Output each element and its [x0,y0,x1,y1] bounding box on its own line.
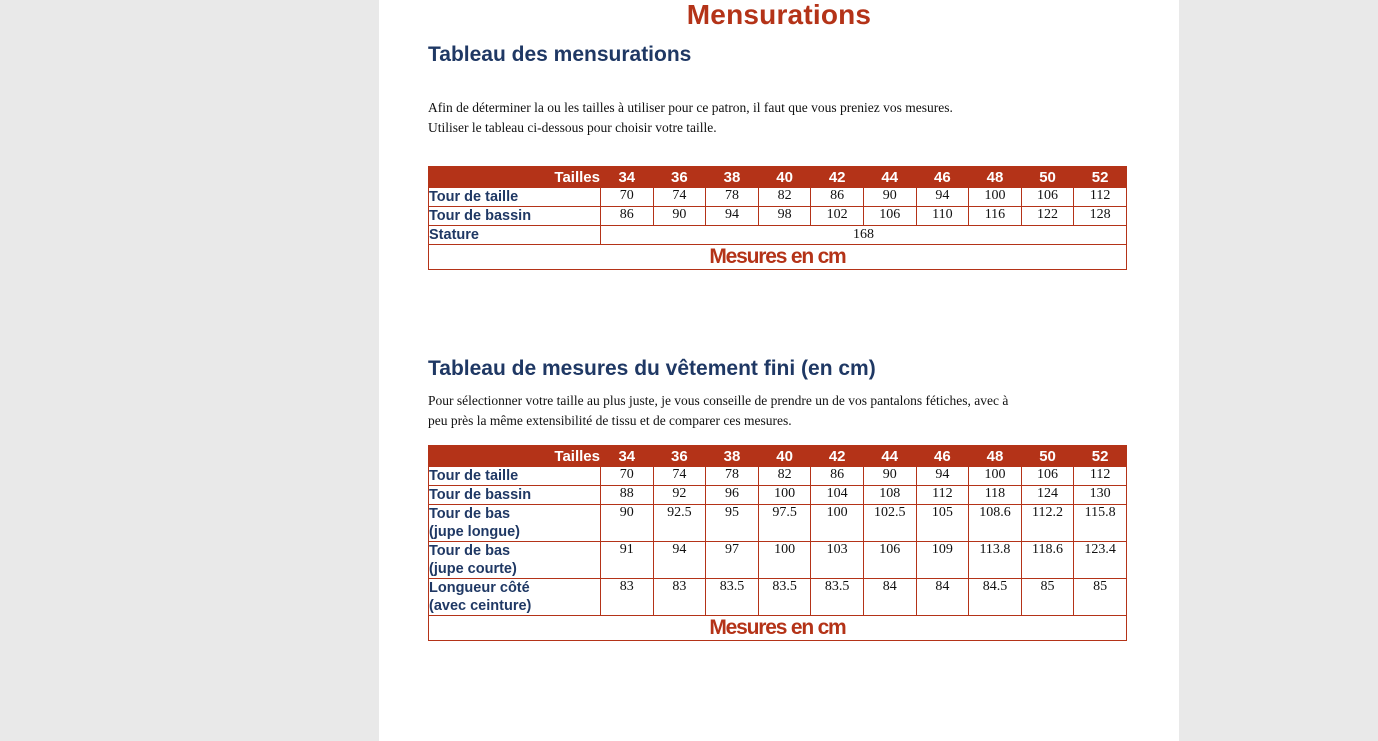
cell-value: 106 [1021,188,1074,207]
cell-value: 128 [1074,207,1127,226]
header-size: 52 [1074,446,1127,467]
vetement-fini-table [428,445,1127,641]
cell-value: 78 [706,188,759,207]
header-size: 40 [758,167,811,188]
section2-paragraph-line1: Pour sélectionner votre taille au plus juste, je vous conseille de prendre un de vos pantalons fétiches, avec à [428,393,1009,408]
cell-value: 83.5 [758,579,811,616]
cell-value: 124 [1021,486,1074,505]
header-tailles-label: Tailles [429,446,601,467]
row-label-line2: (jupe longue) [429,524,521,540]
cell-value: 85 [1021,579,1074,616]
row-label [429,467,601,486]
header-size: 40 [758,446,811,467]
page-title: Mensurations [686,0,872,30]
section1-paragraph-line2: Utiliser le tableau ci-dessous pour choisir votre taille. [428,120,717,135]
cell-value: 84.5 [969,579,1022,616]
cell-value: 83 [653,579,706,616]
cell-value: 70 [601,188,654,207]
cell-value: 86 [811,188,864,207]
header-size: 48 [969,167,1022,188]
cell-value: 106 [863,542,916,579]
section1-paragraph-line1: Afin de déterminer la ou les tailles à utiliser pour ce patron, il faut que vous preniez vos mesures. [428,100,953,115]
section2-paragraph-line2: peu près la même extensibilité de tissu et de comparer ces mesures. [428,413,792,428]
cell-value: 112 [916,486,969,505]
cell-value: 122 [1021,207,1074,226]
header-size: 46 [916,167,969,188]
cell-value: 106 [863,207,916,226]
cell-value: 95 [706,505,759,542]
cell-value: 94 [916,188,969,207]
header-size: 50 [1021,167,1074,188]
footer-text: Mesures en cm [709,245,846,268]
cell-value: 96 [706,486,759,505]
table-footer [429,245,1127,270]
cell-value: 70 [601,467,654,486]
cell-value: 84 [916,579,969,616]
cell-value: 112 [1074,467,1127,486]
cell-value: 103 [811,542,864,579]
table-header-row [429,446,1127,467]
cell-value: 106 [1021,467,1074,486]
row-label-line1: Longueur côté [429,580,530,596]
row-label-line1: Tour de bassin [429,487,532,503]
cell-value: 110 [916,207,969,226]
table-footer-row [429,616,1127,641]
cell-value: 74 [653,188,706,207]
cell-value: 82 [758,467,811,486]
row-label [429,579,601,616]
header-size: 50 [1021,446,1074,467]
row-label-line1: Tour de taille [429,468,519,484]
table-row [429,467,1127,486]
mensurations-table [428,166,1127,270]
cell-value: 112.2 [1021,505,1074,542]
table-row-stature [429,226,1127,245]
cell-value: 94 [706,207,759,226]
table-row [429,505,1127,542]
table-footer-row [429,245,1127,270]
cell-value: 109 [916,542,969,579]
header-size: 42 [811,167,864,188]
table-row [429,207,1127,226]
header-size: 34 [601,167,654,188]
row-label-line2: (avec ceinture) [429,598,532,614]
cell-value: 108 [863,486,916,505]
cell-value: 92 [653,486,706,505]
cell-value: 104 [811,486,864,505]
cell-value: 112 [1074,188,1127,207]
document-content [379,0,1179,641]
section-heading-vetement-fini: Tableau de mesures du vêtement fini (en cm) [428,357,876,380]
cell-value: 83.5 [706,579,759,616]
cell-value: 83 [601,579,654,616]
spacer [428,382,1130,391]
row-label [429,542,601,579]
cell-value: 105 [916,505,969,542]
row-label-line2: (jupe courte) [429,561,517,577]
cell-value: 100 [811,505,864,542]
header-size: 36 [653,446,706,467]
cell-value: 123.4 [1074,542,1127,579]
header-size: 48 [969,446,1022,467]
cell-value: 98 [758,207,811,226]
cell-value: 97.5 [758,505,811,542]
header-size: 34 [601,446,654,467]
cell-value: 108.6 [969,505,1022,542]
table-row [429,579,1127,616]
cell-value: 118.6 [1021,542,1074,579]
cell-value: 88 [601,486,654,505]
cell-value: 84 [863,579,916,616]
header-size: 36 [653,167,706,188]
footer-text: Mesures en cm [709,616,846,639]
cell-value: 113.8 [969,542,1022,579]
cell-value: 82 [758,188,811,207]
spacer [428,270,1130,356]
cell-value: 92.5 [653,505,706,542]
table-row [429,486,1127,505]
cell-value: 86 [601,207,654,226]
cell-value: 83.5 [811,579,864,616]
header-size: 42 [811,446,864,467]
cell-value: 100 [758,486,811,505]
row-label [429,505,601,542]
cell-value: 100 [758,542,811,579]
cell-value: 90 [863,467,916,486]
row-label-line1: Tour de bas [429,543,511,559]
row-label [429,486,601,505]
cell-value: 115.8 [1074,505,1127,542]
cell-value: 94 [916,467,969,486]
cell-value: 85 [1074,579,1127,616]
cell-value: 102.5 [863,505,916,542]
row-label: Tour de taille [429,188,601,207]
header-size: 46 [916,446,969,467]
row-label-stature: Stature [429,226,601,245]
header-size: 38 [706,167,759,188]
spacer [428,68,1130,98]
table-header-row [429,167,1127,188]
cell-value: 100 [969,188,1022,207]
cell-value: 94 [653,542,706,579]
spacer [428,138,1130,166]
header-size: 52 [1074,167,1127,188]
row-label-line1: Tour de bas [429,506,511,522]
table-footer [429,616,1127,641]
cell-value: 74 [653,467,706,486]
cell-value: 86 [811,467,864,486]
cell-value: 118 [969,486,1022,505]
header-size: 44 [863,167,916,188]
header-tailles-label: Tailles [429,167,601,188]
cell-value: 90 [653,207,706,226]
cell-value: 97 [706,542,759,579]
table-row [429,542,1127,579]
cell-value: 100 [969,467,1022,486]
cell-value: 130 [1074,486,1127,505]
section-heading-mensurations: Tableau des mensurations [428,43,692,66]
cell-value: 90 [863,188,916,207]
cell-value: 78 [706,467,759,486]
cell-value: 102 [811,207,864,226]
cell-value-stature: 168 [601,226,1127,245]
spacer [428,431,1130,445]
cell-value: 91 [601,542,654,579]
header-size: 38 [706,446,759,467]
header-size: 44 [863,446,916,467]
row-label: Tour de bassin [429,207,601,226]
table-row [429,188,1127,207]
cell-value: 90 [601,505,654,542]
cell-value: 116 [969,207,1022,226]
document-page [379,0,1179,741]
